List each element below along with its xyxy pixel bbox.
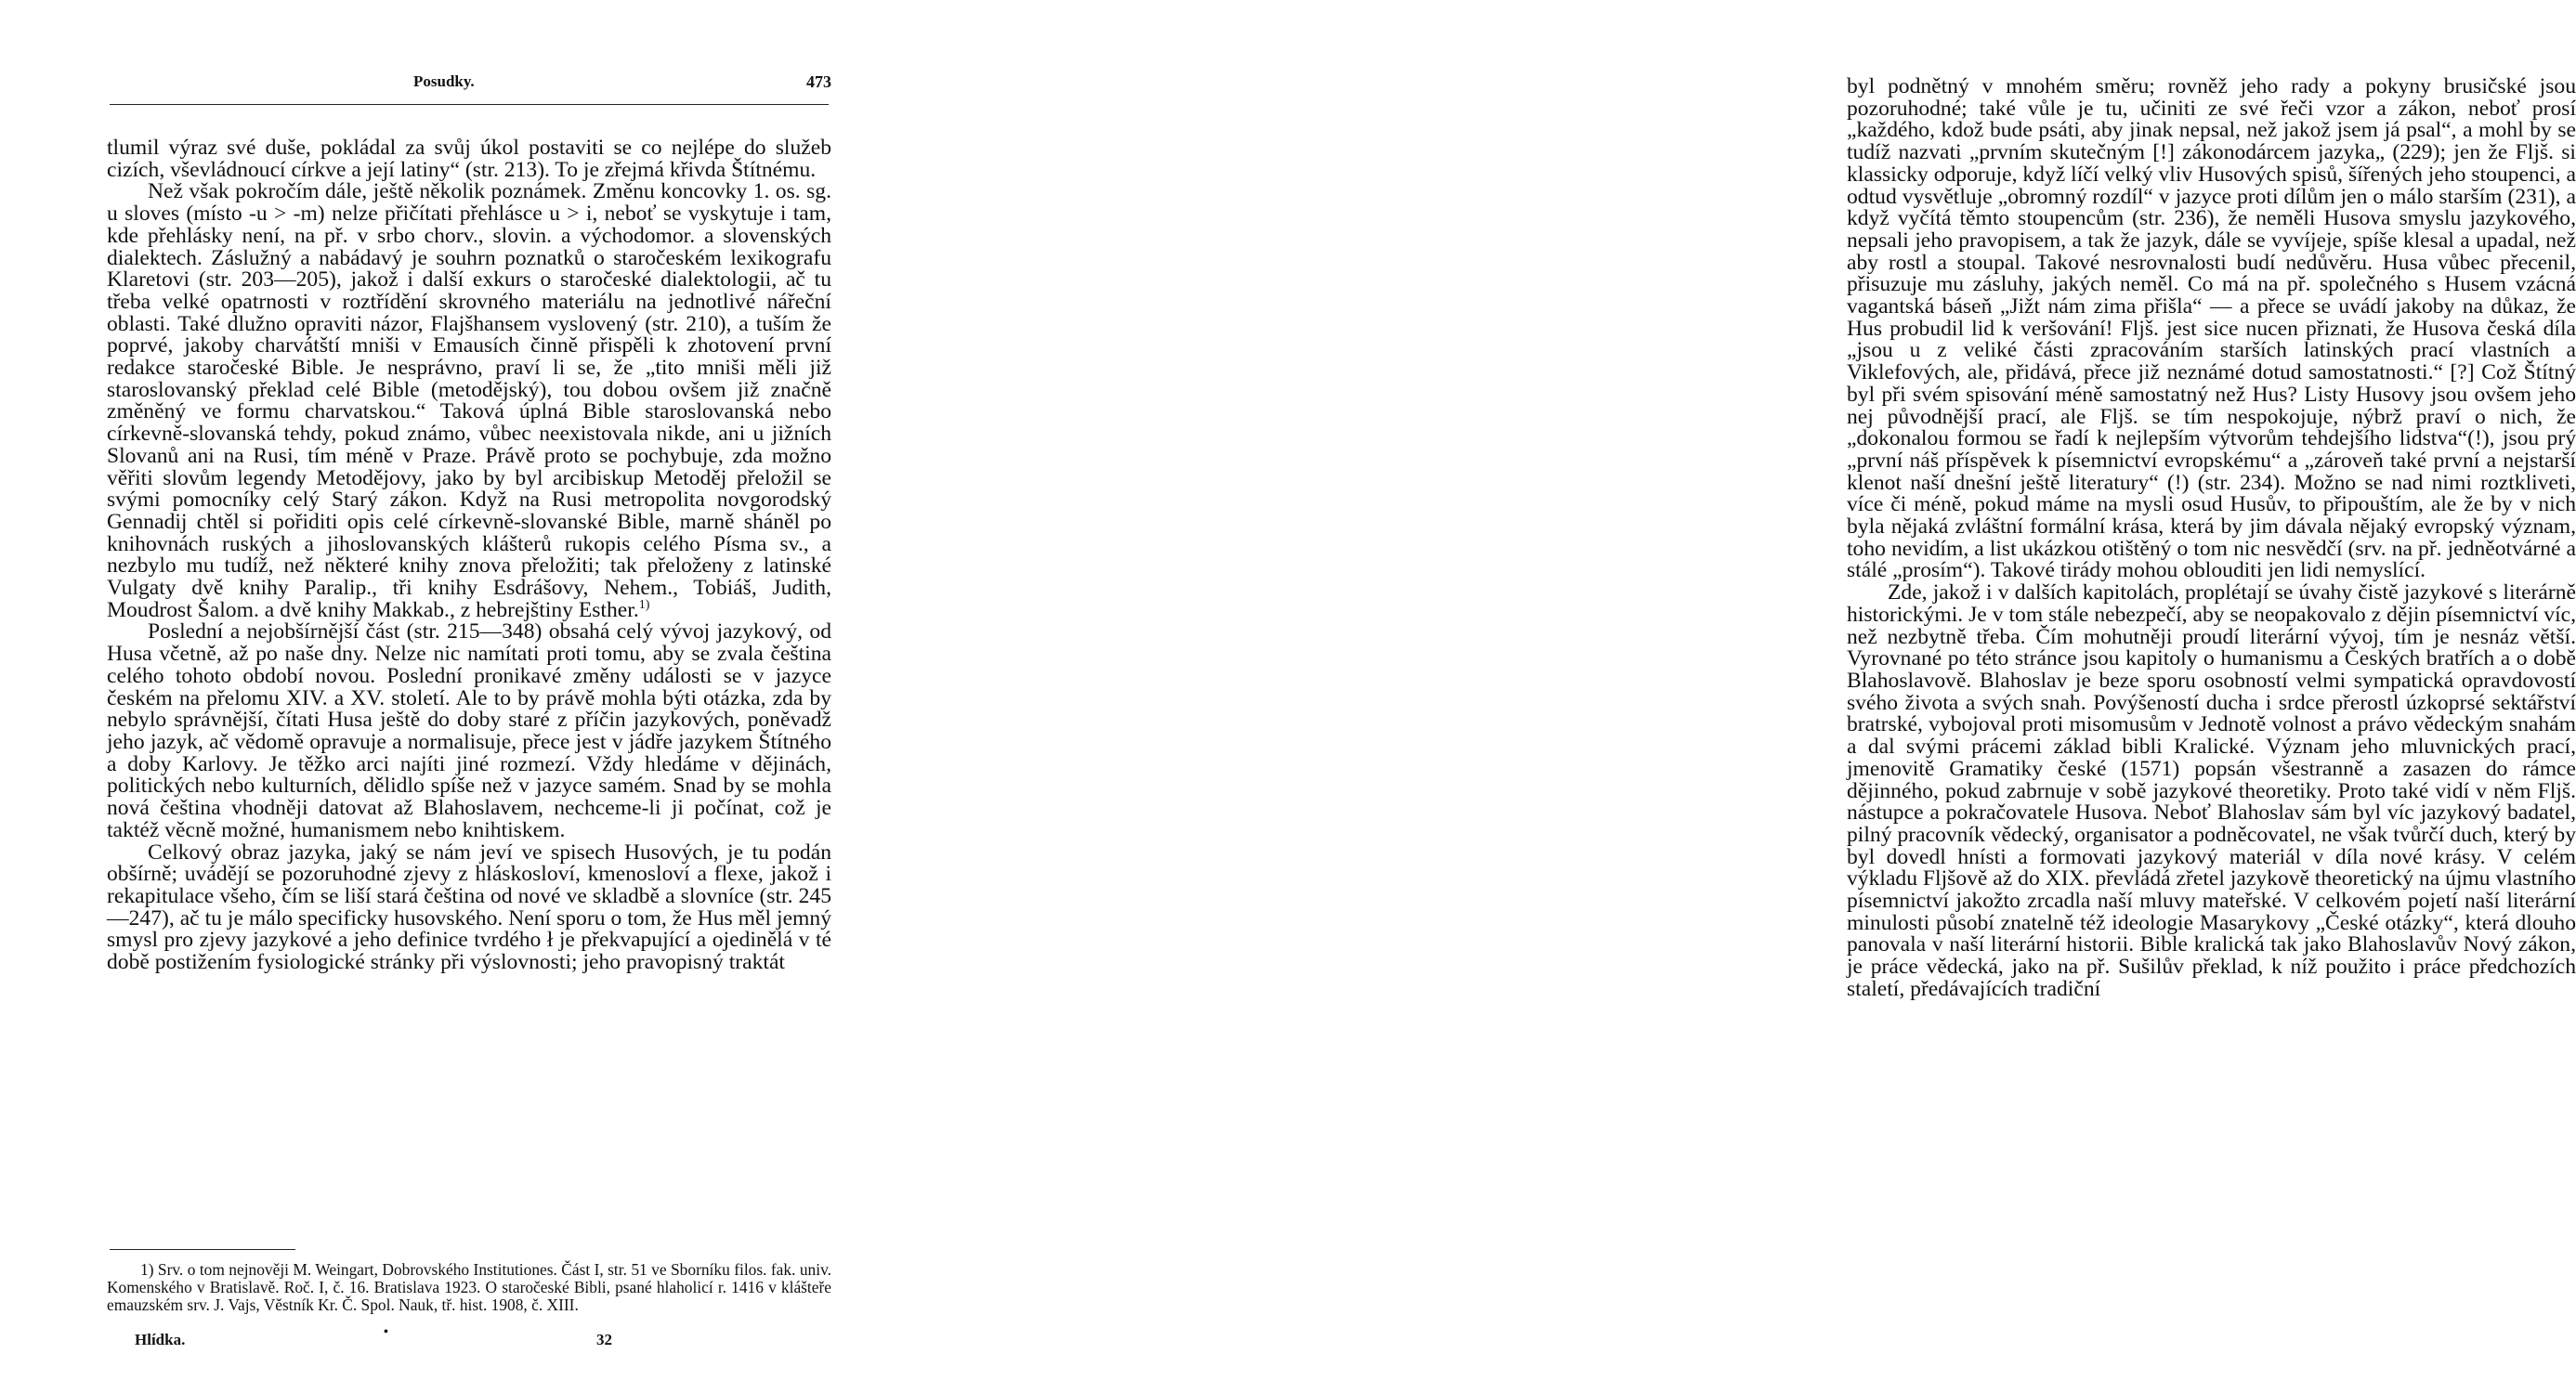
footer-signature: Hlídka. <box>135 1331 186 1348</box>
footnote-mark: 1) <box>638 597 650 612</box>
paragraph <box>107 181 831 621</box>
header-rule <box>110 104 829 105</box>
paragraph: Poslední a nejobšírnější část (str. 215—348) obsahá celý vývoj jazykový, od Husa včetně, až po naše dny. Nelze nic namítati proti tomu, aby se zvala čeština celého tohoto období novou. Poslední pronikavé změny události se v jazyce českém na přelomu XIV. a XV. století. Ale to by právě mohla býti otázka, zda by nebylo správnější, čítati Husa ještě do doby staré z příčin jazykových, poněvadž jeho jazyk, ač vědomě opravuje a normalisuje, přece jest v jádře jazykem Štítného a doby Karlovy. Je těžko arci najíti jiné rozmezí. Vždy hledáme v dějinách, politických nebo kulturních, dělidlo spíše než v jazyce samém. Snad by se mohla nová čeština vhodněji datovat až Blahoslavem, nechceme-li ji počínat, což je taktéž věcně možné, humanismem nebo knihtiskem. <box>107 619 831 842</box>
footer-dot: • <box>384 1325 388 1339</box>
sheet-number: 32 <box>596 1331 612 1348</box>
paragraph: tlumil výraz své duše, pokládal za svůj úkol postaviti se co nejlépe do služeb cizích, vševládnoucí církve a její latiny“ (str. 213). To je zřejmá křivda Štítnému. <box>107 136 831 182</box>
paragraph: Zde, jakož i v dalších kapitolách, proplétají se úvahy čistě jazykové s literárně historickými. Je v tom stále nebezpečí, aby se neopakovalo z dějin písemnictví víc, než nezbytně třeba. Čím mohutněji proudí literární vývoj, tím je nesnáz větší. Vyrovnané po této stránce jsou kapitoly o humanismu a Českých bratřích a o době Blahoslavově. Blahoslav je beze sporu osobností velmi sympatická opravdovostí svého života a svých snah. Povýšeností ducha i srdce přerostl úzkoprsé sektářství bratrské, vybojoval proti misomusům v Jednotě volnost a právo vědeckým snahám a dal svými prácemi základ bibli Kralické. Význam jeho mluvnických prací, jmenovitě Gramatiky české (1571) popsán všestranně a zasazen do rámce dějinného, pokud zabrnuje v sobě jazykové theoretiky. Proto také vidí v něm Fljš. nástupce a pokračovatele Husova. Neboť Blahoslav sám byl víc jazykový badatel, pilný pracovník vědecký, organisator a podněcovatel, ne však tvůrčí duch, který by byl dovedl hnísti a formovati jazykový materiál v díla nové krásy. V celém výkladu Fljšově až do XIX. převládá zřetel jazykově theoretický na újmu vlastního písemnictví jakožto zrcadla naší mluvy mateřské. V celkovém pojetí naší literární minulosti působí znatelně též ideologie Masarykovy „České otázky“, která dlouho panovala v naší literární historii. Bible kralická tak jako Blahoslavův Nový zákon, je práce vědecká, jako na př. Sušilův překlad, k níž použito i práce předchozích staletí, předávajících tradiční <box>1847 580 2576 1001</box>
footnote <box>107 1261 831 1315</box>
right-body-text <box>1847 76 2576 1001</box>
page-number: 473 <box>806 72 831 91</box>
running-header <box>107 72 831 97</box>
footnote-rule <box>110 1249 295 1250</box>
paragraph: byl podnětný v mnohém směru; rovněž jeho rady a pokyny brusičské jsou pozoruhodné; také vůle je tu, učiniti ze své řeči vzor a zákon, neboť prosí „každého, kdož bude psáti, aby jinak nepsal, než jakož jsem já psal“, a mohl by se tudíž nazvati „prvním skutečným [!] zákonodárcem jazyka„ (229); jen že Fljš. si klassicky odporuje, když líčí velký vliv Husových spisů, šířených jeho stoupenci, a odtud vysvětluje „obromný rozdíl“ v jazyce proti dílům jen o málo starším (231), a když vyčítá těmto stoupencům (str. 236), že neměli Husova smyslu jazykového, nepsali jeho pravopisem, a tak že jazyk, dále se vyvíjeje, spíše klesal a upadal, než aby rostl a stoupal. Takové nesrovnalosti budí nedůvěru. Husa vůbec přecenil, přisuzuje mu zásluhy, jakých neměl. Co má na př. společného s Husem vzácná vagantská báseň „Jižt nám zima přišla“ — a přece se uvádí jakoby na důkaz, že Hus probudil lid k veršování! Fljš. jest sice nucen přiznati, že Husova česká díla „jsou u z veliké části zpracováním starších latinských prací vlastních a Viklefových, ale, přidává, přece již neznámé dotud samostatnosti.“ [?] Což Štítný byl při svém spisování méně samostatný než Hus? Listy Husovy jsou ovšem jeho nej původnější prací, ale Fljš. se tím nespokojuje, nýbrž praví o nich, že „dokonalou formou se řadí k nejlepším výtvorům tehdejšího lidstva“(!), jsou prý „první náš příspěvek k písemnictví evropskému“ a „zároveň také první a nejstarší klenot naší dnešní ještě literatury“ (!) (str. 234). Možno se nad nimi roztkliveti, více či méně, pokud máme na mysli osud Husův, to připouštím, ale že by v nich byla nějaká zvláštní formální krása, která by jim dávala nějaký evropský význam, toho nevidím, a list ukázkou otištěný o tom nic nesvědčí (srv. na př. jedněotvárné a stálé „prosím“). Takové tirády mohou oblouditi jen lidi nemyslící. <box>1847 74 2576 583</box>
footnote-text: 1) Srv. o tom nejnověji M. Weingart, Dobrovského Institutiones. Část I, str. 51 ve Sborníku filos. fak. univ. Komenského v Bratislavě. Roč. I, č. 16. Bratislava 1923. O staročeské Bibli, psané hlaholicí r. 1416 v klášteře emauzském srv. J. Vajs, Věstník Kr. Č. Spol. Nauk, tř. hist. 1908, č. XIII. <box>107 1260 831 1315</box>
paragraph-text: Než však pokročím dále, ještě několik poznámek. Změnu koncovky 1. os. sg. u sloves (místo ‑u > ‑m) nelze přičítati přehlásce u > i, neboť se vyskytuje i tam, kde přehlásky není, na př. v srbo chorv., slovin. a východomor. a slovenských dialektech. Záslužný a nabádavý je souhrn poznatků o staročeském lexikografu Klaretovi (str. 203—205), jakož i další exkurs o staročeské dialektologii, ač tu třeba velké opatrnosti v roztřídění skrovného materiálu na jednotlivé nářeční oblasti. Také dlužno opraviti názor, Flajšhansem vyslovený (str. 210), a tuším že poprvé, jakoby charvátští mniši v Emausích činně přispěli k zhotovení první redakce staročeské Bible. Je nesprávno, praví li se, že „tito mniši měli již staroslovanský překlad celé Bible (metodějský), tou dobou ovšem již značně změněný ve formu charvatskou.“ Taková úplná Bible staroslovanská nebo církevně-slovanská tehdy, pokud známo, vůbec neexistovala nikde, ani u jižních Slovanů ani na Rusi, tím méně v Praze. Právě proto se pochybuje, zda možno věřiti slovům legendy Metodějovy, jako by byl arcibiskup Metoděj přeložil se svými pomocníky celý Starý zákon. Když na Rusi metropolita novgorodský Gennadij chtěl si pořiditi opis celé církevně-slovanské Bible, marně sháněl po knihovnách ruských a jihoslovanských klášterů rukopis celého Písma sv., a nezbylo mu tudíž, než některé knihy znova přeložiti; tak přeloženy z latinské Vulgaty dvě knihy Paralip., tři knihy Esdrášovy, Nehem., Tobiáš, Judith, Moudrost Šalom. a dvě knihy Makkab., z hebrejštiny Esther. <box>107 179 831 622</box>
left-body-text <box>107 137 831 974</box>
page-footer <box>107 1325 831 1351</box>
right-page <box>886 0 2576 1393</box>
paragraph: Celkový obraz jazyka, jaký se nám jeví ve spisech Husových, je tu podán obšírně; uvádějí se pozoruhodné zjevy z hláskosloví, kmenosloví a flexe, jakož i rekapitulace všeho, čím se liší stará čeština od nové ve skladbě a slovníce (str. 245—247), ač tu je málo specificky husovského. Není sporu o tom, že Hus měl jemný smysl pro zjevy jazykové a jeho definice tvrdého ł je překvapující a ojedinělá v té době postižením fysiologické stránky při výslovnosti; jeho pravopisný traktát <box>107 840 831 975</box>
left-page <box>0 0 886 1393</box>
running-title: Posudky. <box>413 72 475 90</box>
